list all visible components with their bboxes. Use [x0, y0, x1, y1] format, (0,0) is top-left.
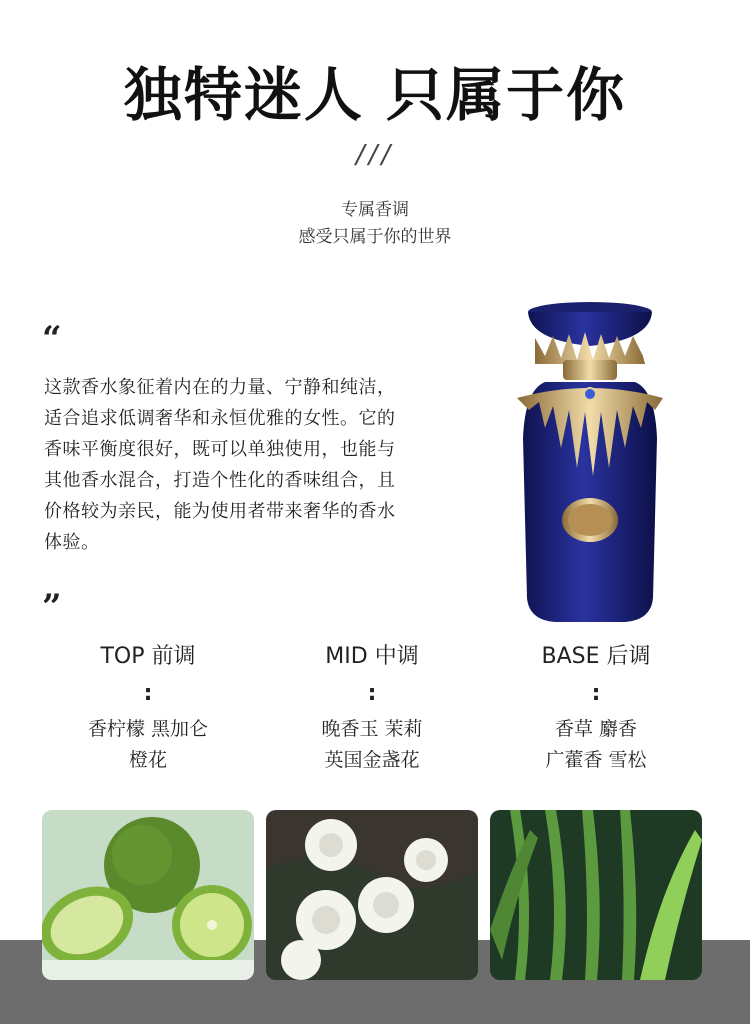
note-title: TOP 前调	[100, 644, 196, 669]
subtitle-secondary: 感受只属于你的世界	[298, 227, 452, 247]
white-flowers-photo	[266, 810, 478, 980]
bergamot-photo	[42, 810, 254, 980]
note-ingredients: 晚香玉 茉莉	[321, 718, 423, 740]
note-ingredients: 香柠檬 黑加仑	[87, 718, 209, 740]
note-base	[476, 640, 716, 776]
perfume-bottle-image	[505, 298, 675, 628]
fragrance-notes	[0, 640, 750, 790]
page-title: 独特迷人 只属于你	[123, 61, 627, 129]
note-top	[28, 640, 268, 776]
note-title: MID 中调	[325, 644, 419, 669]
note-mid	[252, 640, 492, 776]
note-ingredients: 香草 麝香	[554, 718, 638, 740]
note-colon: :	[591, 681, 601, 706]
vanilla-leaves-photo	[490, 810, 702, 980]
note-ingredients: 英国金盏花	[324, 749, 420, 771]
note-ingredients: 橙花	[128, 749, 167, 771]
open-quote-icon: “	[42, 319, 62, 359]
close-quote-icon: ”	[42, 587, 62, 627]
note-title: BASE 后调	[541, 644, 651, 669]
subtitle-primary: 专属香调	[341, 200, 409, 220]
note-colon: :	[367, 681, 377, 706]
product-description: 这款香水象征着内在的力量、宁静和纯洁，适合追求低调奢华和永恒优雅的女性。它的香味平衡度很好，既可以单独使用，也能与其他香水混合，打造个性化的香味组合，且价格较为亲民，能为使用者带来奢华的香水体验。	[44, 377, 396, 553]
note-ingredients: 广藿香 雪松	[545, 749, 647, 771]
note-colon: :	[143, 681, 153, 706]
decorative-slashes: ///	[355, 140, 395, 170]
